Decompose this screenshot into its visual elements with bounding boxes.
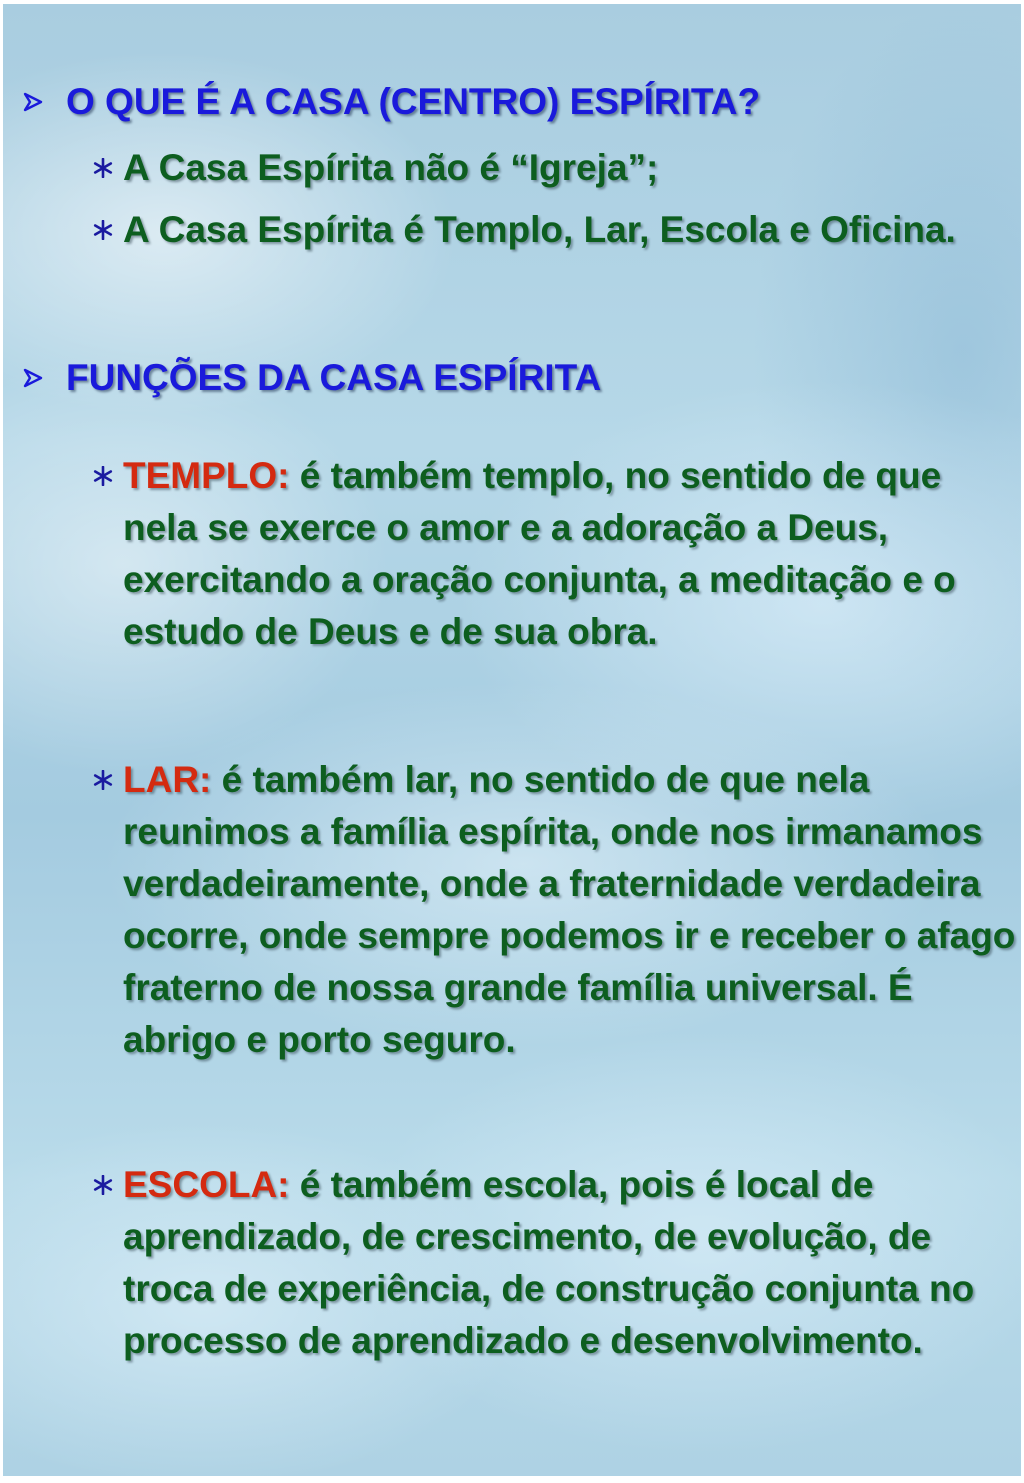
function-item-templo — [83, 450, 1018, 658]
function-item-text — [123, 754, 1018, 1066]
function-description: é também escola, pois é local de aprendizado, de crescimento, de evolução, de troca de experiência, de construção conjunta no processo de aprendizado e desenvolvimento. — [123, 1164, 975, 1361]
function-label: TEMPLO: — [123, 455, 290, 496]
section-heading-text: FUNÇÕES DA CASA ESPÍRITA — [66, 357, 602, 398]
list-item — [83, 142, 1018, 194]
slide — [3, 4, 1021, 1476]
star-icon — [83, 450, 123, 486]
function-label: LAR: — [123, 759, 212, 800]
section-heading-what-is — [22, 76, 760, 128]
list-item — [83, 204, 1018, 256]
function-description: é também templo, no sentido de que nela se exerce o amor e a adoração a Deus, exercitando a oração conjunta, a meditação e o estudo de Deus e de sua obra. — [123, 455, 956, 652]
chevron-right-icon — [22, 367, 52, 389]
function-item-lar — [83, 754, 1018, 1066]
list-item-text: A Casa Espírita é Templo, Lar, Escola e Oficina. — [123, 209, 956, 250]
function-item-escola — [83, 1159, 1018, 1367]
section-heading-text: O QUE É A CASA (CENTRO) ESPÍRITA? — [66, 81, 761, 122]
function-description: é também lar, no sentido de que nela reunimos a família espírita, onde nos irmanamos verdadeiramente, onde a fraternidade verdadeira ocorre, onde sempre podemos ir e receber o afago fraterno de nossa grande família universal. É abrigo e porto seguro. — [123, 759, 1016, 1060]
star-icon — [83, 204, 123, 240]
star-icon — [83, 1159, 123, 1195]
function-label: ESCOLA: — [123, 1164, 290, 1205]
list-item-text: A Casa Espírita não é “Igreja”; — [123, 147, 659, 188]
function-item-text — [123, 1159, 1018, 1367]
chevron-right-icon — [22, 91, 52, 113]
star-icon — [83, 142, 123, 178]
function-item-text — [123, 450, 1018, 658]
star-icon — [83, 754, 123, 790]
section-heading-functions — [22, 352, 601, 404]
